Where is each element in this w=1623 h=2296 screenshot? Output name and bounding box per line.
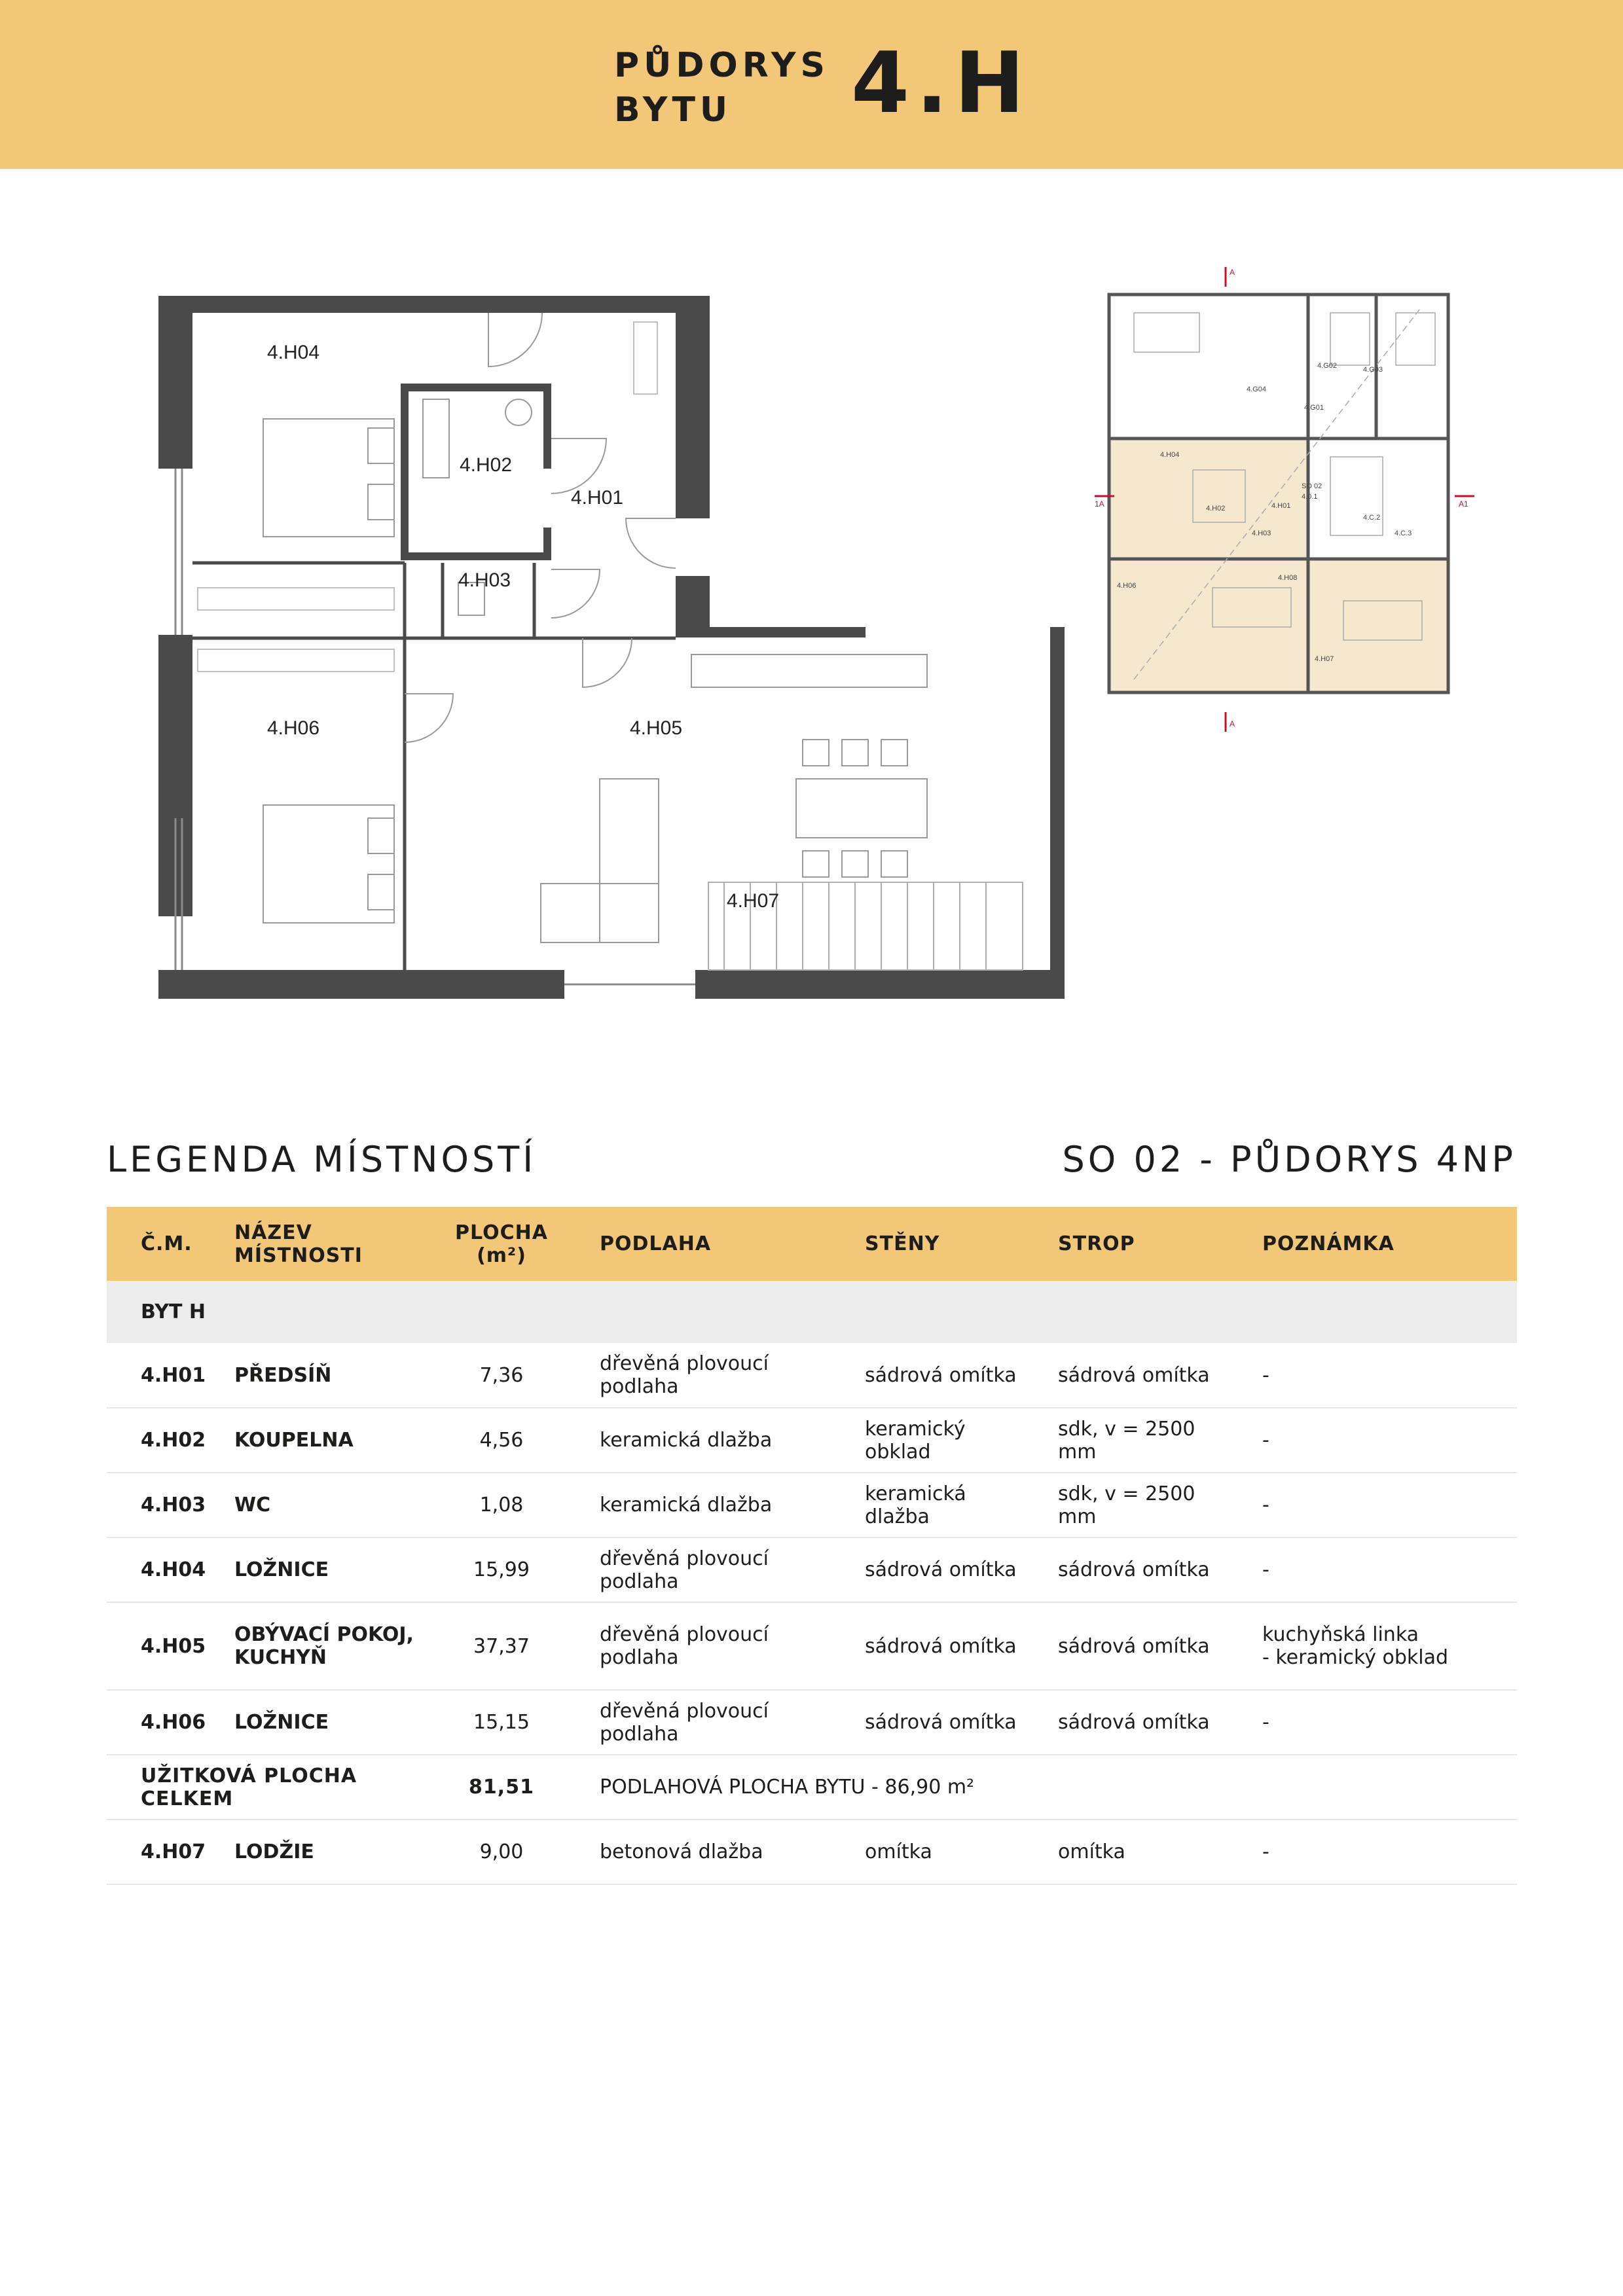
col-header-name: NÁZEV MÍSTNOSTI (234, 1221, 363, 1267)
cell-name: WC (234, 1494, 271, 1516)
cell-ceiling: sádrová omítka (1058, 1363, 1210, 1387)
cell-name: PŘEDSÍŇ (234, 1363, 332, 1387)
plan-partitions (192, 563, 676, 970)
cell-walls: sádrová omítka (865, 1363, 1017, 1387)
room-label-h02: 4.H02 (460, 454, 513, 476)
key-label-h04: 4.H04 (1160, 451, 1180, 459)
col-header-walls: STĚNY (865, 1232, 940, 1255)
col-header-area (437, 1207, 566, 1281)
key-marker-right: A1 (1459, 499, 1468, 509)
floor-plan (148, 281, 1065, 1054)
cell-floor: dřevěná plovoucí podlaha (600, 1547, 769, 1593)
group-label: BYT H (141, 1300, 206, 1323)
cell-walls: sádrová omítka (865, 1711, 1017, 1734)
table-row (107, 1408, 1517, 1473)
key-marker-top: A (1230, 268, 1235, 277)
key-label-g01: 4.G01 (1304, 404, 1324, 412)
key-label-h06: 4.H06 (1117, 582, 1137, 590)
key-marker-bottom: A (1230, 719, 1235, 728)
key-label-c1: 4.0.1 (1302, 493, 1318, 501)
cell-note: - (1262, 1558, 1269, 1581)
key-label-h03: 4.H03 (1252, 529, 1271, 537)
table-row (107, 1537, 1517, 1602)
table-row (107, 1820, 1517, 1884)
cell-name-line1: OBÝVACÍ POKOJ, (234, 1623, 414, 1646)
header-label-line2: BYTU (614, 90, 733, 130)
cell-ceiling: sádrová omítka (1058, 1634, 1210, 1658)
plan-windows (175, 469, 695, 984)
room-label-h01: 4.H01 (571, 487, 624, 509)
cell-ceiling: sádrová omítka (1058, 1558, 1210, 1581)
key-plan-highlight (1109, 439, 1448, 692)
cell-name: KOUPELNA (234, 1429, 354, 1452)
key-label-c2: 4.C.2 (1363, 514, 1381, 522)
cell-area: 7,36 (479, 1363, 524, 1387)
cell-note: - (1262, 1429, 1269, 1452)
cell-note-line1: kuchyňská linka (1262, 1623, 1419, 1646)
cell-ceiling: sdk, v = 2500 mm (1058, 1482, 1195, 1528)
legend-group-row (107, 1281, 1517, 1343)
cell-floor: dřevěná plovoucí podlaha (600, 1352, 769, 1398)
cell-number: 4.H04 (141, 1558, 206, 1581)
key-label-g04: 4.G04 (1247, 386, 1266, 393)
total-note: PODLAHOVÁ PLOCHA BYTU - 86,90 m² (600, 1776, 975, 1799)
header-label (614, 43, 830, 132)
cell-number: 4.H07 (141, 1840, 206, 1863)
cell-ceiling: sdk, v = 2500 mm (1058, 1417, 1195, 1463)
key-label-h01: 4.H01 (1271, 502, 1291, 510)
header-bar (0, 0, 1623, 169)
room-label-h06: 4.H06 (267, 717, 320, 739)
cell-walls: omítka (865, 1840, 932, 1863)
cell-area: 4,56 (479, 1429, 524, 1452)
cell-area: 9,00 (479, 1840, 524, 1863)
room-label-h04: 4.H04 (267, 342, 320, 363)
total-row (107, 1755, 1517, 1820)
cell-area: 15,15 (473, 1711, 530, 1734)
cell-number: 4.H01 (141, 1363, 206, 1387)
key-label-h07: 4.H07 (1315, 655, 1334, 663)
cell-ceiling: sádrová omítka (1058, 1711, 1210, 1734)
total-area: 81,51 (469, 1776, 534, 1799)
key-label-g02: 4.G02 (1317, 362, 1337, 370)
cell-walls: keramický obklad (865, 1417, 966, 1463)
cell-walls: sádrová omítka (865, 1558, 1017, 1581)
cell-name-line2: KUCHYŇ (234, 1646, 327, 1669)
table-row (107, 1343, 1517, 1408)
cell-name: LODŽIE (234, 1840, 314, 1863)
cell-floor: keramická dlažba (600, 1494, 773, 1516)
cell-ceiling: omítka (1058, 1840, 1125, 1863)
cell-number: 4.H02 (141, 1429, 206, 1452)
col-header-number: Č.M. (141, 1232, 192, 1255)
cell-area: 1,08 (479, 1494, 524, 1516)
table-row (107, 1602, 1517, 1690)
cell-note: - (1262, 1840, 1269, 1863)
legend-title: LEGENDA MÍSTNOSTÍ (107, 1139, 537, 1180)
cell-walls: sádrová omítka (865, 1634, 1017, 1658)
plan-walls (158, 296, 1065, 999)
room-label-h05: 4.H05 (630, 717, 683, 739)
room-label-h07: 4.H07 (727, 890, 780, 912)
col-header-floor: PODLAHA (600, 1232, 712, 1255)
cell-number: 4.H03 (141, 1494, 206, 1516)
total-label: UŽITKOVÁ PLOCHA CELKEM (141, 1764, 357, 1810)
key-label-so02: SO 02 (1302, 482, 1322, 490)
room-label-h03: 4.H03 (458, 569, 511, 591)
table-row (107, 1473, 1517, 1537)
cell-note (1228, 1602, 1517, 1690)
key-plan (1095, 260, 1474, 745)
cell-note: - (1262, 1363, 1269, 1387)
cell-floor: betonová dlažba (600, 1840, 763, 1863)
key-label-g03: 4.G03 (1363, 366, 1383, 374)
key-label-c3: 4.C.3 (1395, 529, 1412, 537)
cell-area: 37,37 (473, 1634, 530, 1658)
key-label-h08: 4.H08 (1278, 574, 1298, 582)
cell-name: LOŽNICE (234, 1558, 329, 1581)
room-legend-table (107, 1207, 1517, 1885)
key-label-h02: 4.H02 (1206, 505, 1226, 512)
cell-floor: dřevěná plovoucí podlaha (600, 1699, 769, 1746)
cell-note: - (1262, 1494, 1269, 1516)
key-marker-left: 1A (1095, 499, 1104, 509)
cell-name (200, 1602, 437, 1690)
col-header-area-line1: PLOCHA (455, 1221, 548, 1244)
apartment-code: 4.H (851, 35, 1031, 132)
cell-area: 15,99 (473, 1558, 530, 1581)
cell-floor: keramická dlažba (600, 1429, 773, 1452)
plan-title: SO 02 - PŮDORYS 4NP (1062, 1139, 1516, 1180)
col-header-area-line2: (m²) (477, 1244, 526, 1267)
cell-note: - (1262, 1711, 1269, 1734)
col-header-note: POZNÁMKA (1262, 1232, 1395, 1255)
col-header-ceiling: STROP (1058, 1232, 1135, 1255)
cell-note-line2: - keramický obklad (1262, 1646, 1449, 1669)
cell-floor: dřevěná plovoucí podlaha (600, 1623, 769, 1669)
cell-name: LOŽNICE (234, 1711, 329, 1734)
legend-header-row (107, 1207, 1517, 1281)
plan-doors (405, 313, 676, 742)
header-label-line1: PŮDORYS (614, 46, 830, 85)
cell-number: 4.H05 (141, 1634, 206, 1658)
table-row (107, 1690, 1517, 1755)
cell-number: 4.H06 (141, 1711, 206, 1734)
cell-walls: keramická dlažba (865, 1482, 966, 1528)
